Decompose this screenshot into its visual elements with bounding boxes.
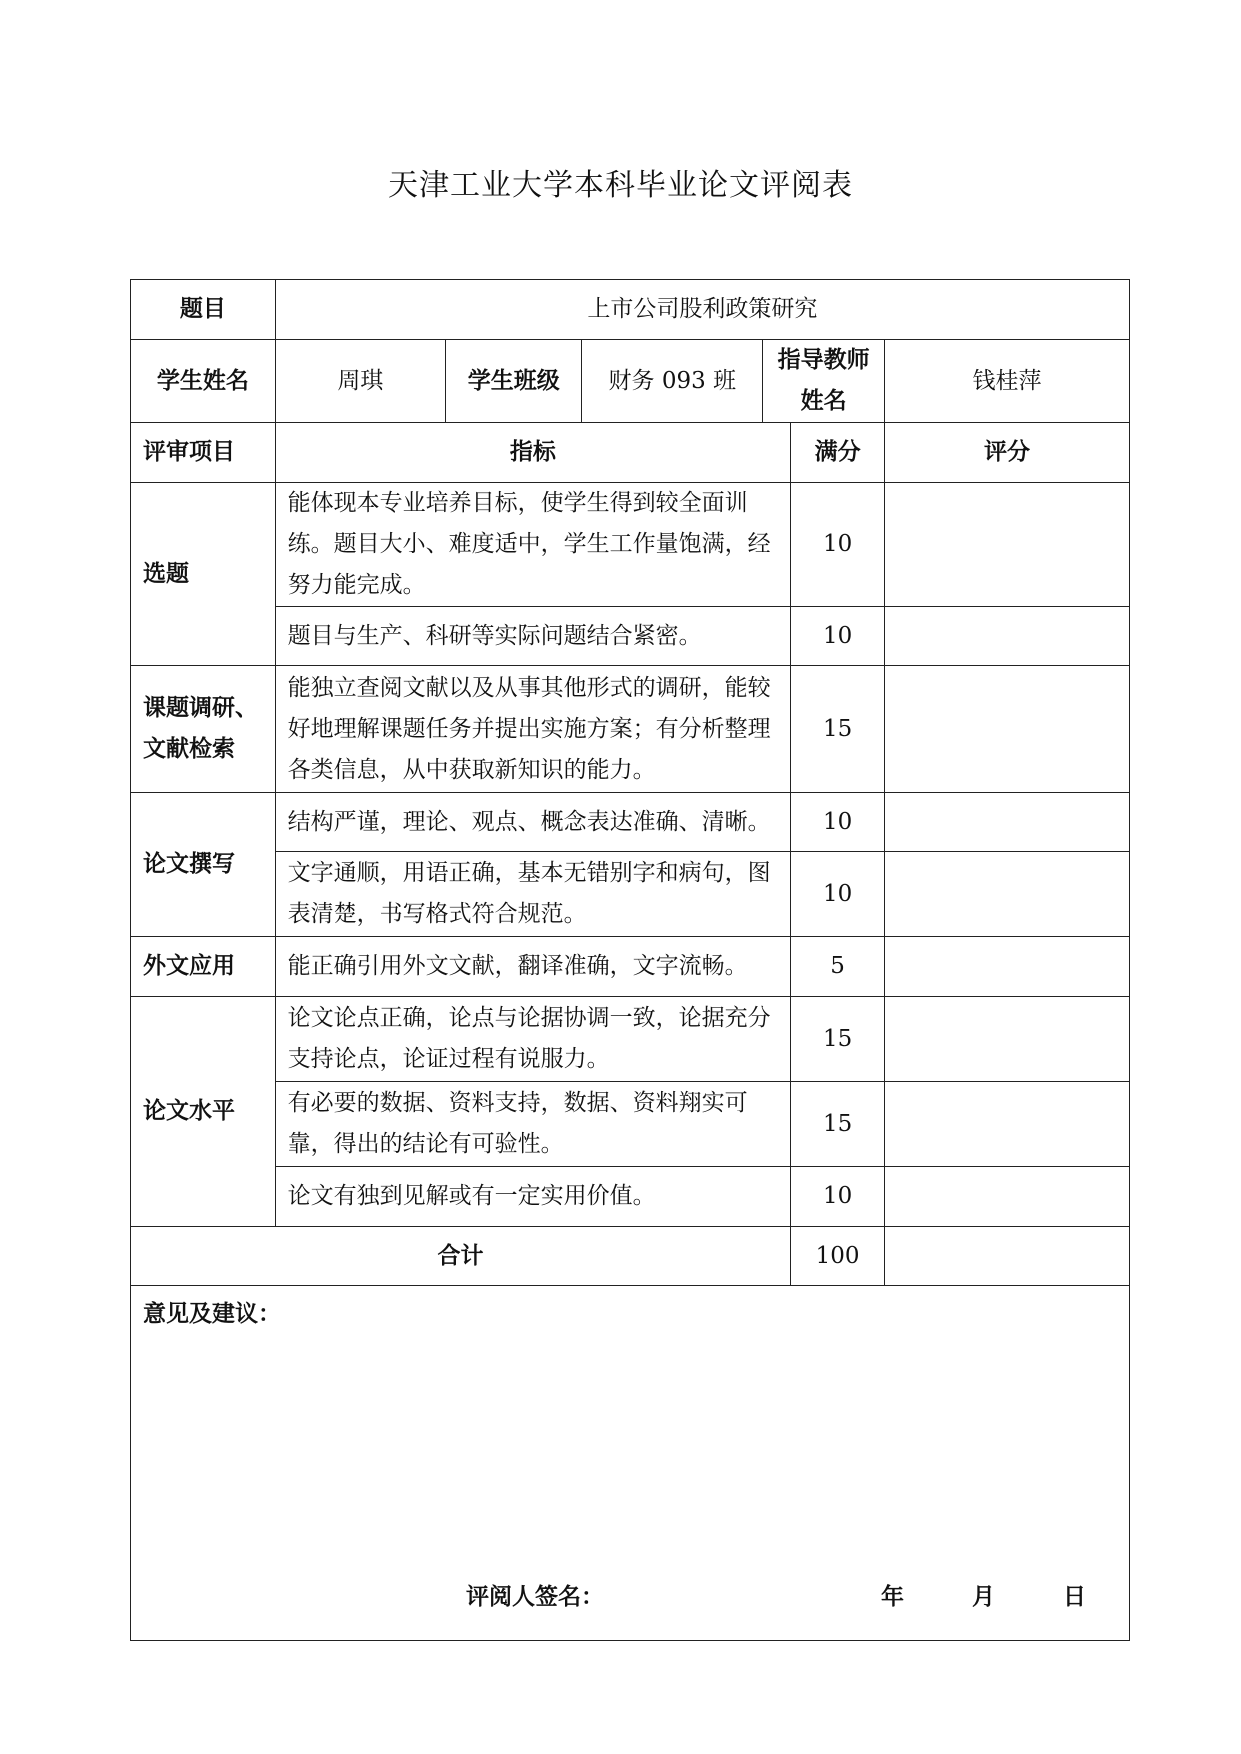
score-cell[interactable] [885, 607, 1130, 666]
criteria-full: 10 [791, 852, 885, 937]
topic-label: 题目 [131, 280, 276, 340]
score-cell[interactable] [885, 1167, 1130, 1227]
total-row [131, 1227, 1130, 1286]
advisor-value: 钱桂萍 [885, 340, 1130, 423]
signature-date [881, 1577, 1116, 1618]
total-value: 100 [791, 1227, 885, 1286]
score-cell[interactable] [885, 852, 1130, 937]
criteria-full: 5 [791, 937, 885, 997]
score-cell[interactable] [885, 666, 1130, 793]
advisor-label: 指导教师姓名 [763, 340, 885, 423]
score-cell[interactable] [885, 997, 1130, 1082]
criteria-full: 10 [791, 1167, 885, 1227]
student-name-value: 周琪 [275, 340, 445, 423]
evaluation-table [130, 279, 1130, 1641]
criteria-text: 能正确引用外文文献，翻译准确，文字流畅。 [275, 937, 790, 997]
criteria-row [131, 793, 1130, 852]
header-indicator: 指标 [275, 423, 790, 483]
student-class-value: 财务 093 班 [582, 340, 763, 423]
topic-row [131, 280, 1130, 340]
criteria-full: 15 [791, 666, 885, 793]
score-cell[interactable] [885, 1082, 1130, 1167]
opinion-cell[interactable] [131, 1286, 1130, 1641]
header-full: 满分 [791, 423, 885, 483]
header-item: 评审项目 [131, 423, 276, 483]
total-label: 合计 [131, 1227, 791, 1286]
section-name: 外文应用 [131, 937, 276, 997]
criteria-full: 15 [791, 1082, 885, 1167]
signature-label: 评阅人签名： [466, 1584, 604, 1610]
criteria-row [131, 937, 1130, 997]
criteria-full: 10 [791, 793, 885, 852]
criteria-text: 能体现本专业培养目标，使学生得到较全面训练。题目大小、难度适中，学生工作量饱满，经努力能完成。 [275, 483, 790, 607]
criteria-text: 结构严谨，理论、观点、概念表达准确、清晰。 [275, 793, 790, 852]
topic-value: 上市公司股利政策研究 [275, 280, 1129, 340]
student-name-label: 学生姓名 [131, 340, 276, 423]
year-label: 年 [881, 1584, 904, 1610]
section-name: 选题 [131, 483, 276, 666]
criteria-full: 10 [791, 607, 885, 666]
header-score: 评分 [885, 423, 1130, 483]
criteria-text: 论文有独到见解或有一定实用价值。 [275, 1167, 790, 1227]
criteria-text: 论文论点正确，论点与论据协调一致，论据充分支持论点，论证过程有说服力。 [275, 997, 790, 1082]
total-score-cell[interactable] [885, 1227, 1130, 1286]
criteria-text: 有必要的数据、资料支持，数据、资料翔实可靠，得出的结论有可验性。 [275, 1082, 790, 1167]
score-cell[interactable] [885, 793, 1130, 852]
page-title: 天津工业大学本科毕业论文评阅表 [388, 168, 853, 203]
criteria-row [131, 483, 1130, 607]
month-label: 月 [972, 1584, 996, 1610]
opinion-label: 意见及建议： [143, 1301, 281, 1327]
student-class-label: 学生班级 [446, 340, 582, 423]
criteria-row [131, 1082, 1130, 1167]
criteria-text: 题目与生产、科研等实际问题结合紧密。 [275, 607, 790, 666]
section-name: 论文撰写 [131, 793, 276, 937]
criteria-row [131, 997, 1130, 1082]
score-cell[interactable] [885, 483, 1130, 607]
day-label: 日 [1063, 1584, 1087, 1610]
criteria-full: 10 [791, 483, 885, 607]
score-cell[interactable] [885, 937, 1130, 997]
header-row [131, 423, 1130, 483]
criteria-text: 能独立查阅文献以及从事其他形式的调研，能较好地理解课题任务并提出实施方案；有分析整理各类信息，从中获取新知识的能力。 [275, 666, 790, 793]
criteria-row [131, 607, 1130, 666]
criteria-row [131, 666, 1130, 793]
criteria-text: 文字通顺，用语正确，基本无错别字和病句，图表清楚，书写格式符合规范。 [275, 852, 790, 937]
criteria-row [131, 852, 1130, 937]
opinion-row [131, 1286, 1130, 1641]
section-name: 论文水平 [131, 997, 276, 1227]
student-row [131, 340, 1130, 423]
criteria-full: 15 [791, 997, 885, 1082]
section-name: 课题调研、文献检索 [131, 666, 276, 793]
criteria-row [131, 1167, 1130, 1227]
